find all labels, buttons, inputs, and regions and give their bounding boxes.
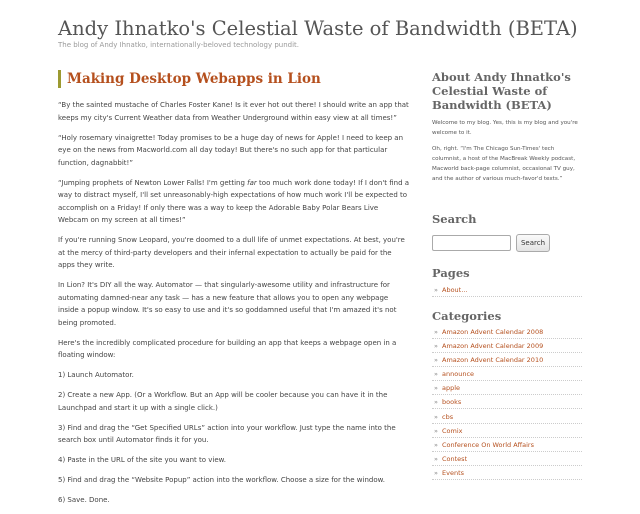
bullet-icon: » [434, 286, 438, 294]
site-tagline: The blog of Andy Ihnatko, internationally-beloved technology pundit. [58, 41, 300, 49]
post [58, 70, 410, 507]
category-label: Comix [442, 426, 463, 435]
post-step-3: 3) Find and drag the “Get Specified URLs” action into your workflow. Just type the name into the search box until Automator finds it for you. [58, 423, 396, 444]
sidebar [432, 70, 582, 483]
categories-list [432, 328, 582, 480]
categories-heading: Categories [432, 309, 502, 323]
category-item[interactable] [432, 356, 582, 367]
bullet-icon: » [434, 384, 438, 393]
post-paragraph-5: In Lion? It's DIY all the way. Automator — that singularly-awesome utility and infrastructure for automating damned-near any task — has a new feature that allows you to open any webpage inside a popup window. It's so easy to use and it's so goddamned useful that I'm amazed it's not being promoted. [58, 281, 397, 327]
category-label: books [442, 398, 462, 407]
post-title[interactable]: Making Desktop Webapps in Lion [58, 70, 410, 88]
about-text-2: Oh, right. “I'm The Chicago Sun-Times' tech columnist, a host of the MacBreak Weekly podcast, Macworld back-page columnist, occasional TV guy, and the author of various much-favor'd texts.” [432, 146, 576, 182]
post-step-4: 4) Paste in the URL of the site you want to view. [58, 456, 226, 464]
pages-heading: Pages [432, 266, 470, 280]
post-paragraph-3 [58, 177, 410, 227]
category-item[interactable] [432, 384, 582, 395]
site-title[interactable]: Andy Ihnatko's Celestial Waste of Bandwidth (BETA) [58, 17, 578, 40]
category-item[interactable] [432, 342, 582, 353]
post-step-2: 2) Create a new App. (Or a Workflow. But an App will be cooler because you can have it in the Launchpad and start it up with a single click.) [58, 391, 388, 412]
post-step-1: 1) Launch Automator. [58, 371, 134, 379]
post-paragraph-6: Here's the incredibly complicated procedure for building an app that keeps a webpage open in a floating window: [58, 338, 397, 359]
category-item[interactable] [432, 413, 582, 424]
category-label: Contest [442, 454, 468, 463]
bullet-icon: » [434, 454, 438, 463]
category-item[interactable] [432, 328, 582, 339]
pages-item-about[interactable] [432, 286, 582, 297]
bullet-icon: » [434, 370, 438, 379]
category-item[interactable] [432, 441, 582, 452]
category-item[interactable] [432, 469, 582, 480]
bullet-icon: » [434, 426, 438, 435]
category-label: Amazon Advent Calendar 2008 [442, 328, 544, 336]
category-label: Amazon Advent Calendar 2010 [442, 356, 544, 365]
bullet-icon: » [434, 468, 438, 477]
category-label: apple [442, 384, 461, 393]
about-text-1: Welcome to my blog. Yes, this is my blog and you're welcome to it. [432, 120, 578, 136]
category-label: cbs [442, 412, 454, 421]
bullet-icon: » [434, 356, 438, 365]
search-form [432, 234, 582, 252]
post-paragraph-3-emphasis: far [247, 178, 257, 187]
category-item[interactable] [432, 370, 582, 381]
bullet-icon: » [434, 398, 438, 407]
post-paragraph-1: “By the sainted mustache of Charles Foster Kane! Is it ever hot out there! I should write an app that keeps my city's Current Weather data from Weather Underground within easy view at all times!” [58, 101, 409, 122]
bullet-icon: » [434, 412, 438, 421]
category-item[interactable] [432, 427, 582, 438]
post-paragraph-4: If you're running Snow Leopard, you're doomed to a dull life of unmet expectations. At best, you're at the mercy of third-party developers and their infernal expectation to actually be paid for the apps they write. [58, 236, 405, 269]
bullet-icon: » [434, 342, 438, 351]
search-input[interactable] [432, 235, 511, 251]
main-content [58, 70, 410, 514]
category-label: announce [442, 370, 475, 379]
pages-item-label: About… [442, 286, 468, 294]
pages-list [432, 286, 582, 297]
post-paragraph-3-start: “Jumping prophets of Newton Lower Falls! I'm getting [58, 178, 248, 187]
search-button[interactable]: Search [516, 234, 550, 252]
bullet-icon: » [434, 328, 438, 336]
category-label: Events [442, 468, 465, 477]
post-paragraph-3-end: too much work done today! If I don't find a way to distract myself, I'll set unreasonably-high expectations of how much work I'll be expected to accomplish on a Friday! If only there was a way to keep the Adorable Baby Polar Bears Live Webcam on my screen at all times!” [58, 178, 410, 224]
category-label: Conference On World Affairs [442, 440, 534, 449]
about-heading: About Andy Ihnatko's Celestial Waste of Bandwidth (BETA) [432, 70, 571, 112]
category-item[interactable] [432, 398, 582, 409]
category-item[interactable] [432, 455, 582, 466]
post-step-5: 5) Find and drag the “Website Popup” action into the workflow. Choose a size for the window. [58, 476, 385, 484]
bullet-icon: » [434, 440, 438, 449]
category-label: Amazon Advent Calendar 2009 [442, 342, 544, 351]
post-paragraph-2: “Holy rosemary vinaigrette! Today promises to be a huge day of news for Apple! I need to keep an eye on the news from Macworld.com all day today! But there's no such app for that particular function, dagnabbit!” [58, 133, 404, 167]
post-step-6: 6) Save. Done. [58, 496, 110, 504]
search-heading: Search [432, 212, 477, 226]
